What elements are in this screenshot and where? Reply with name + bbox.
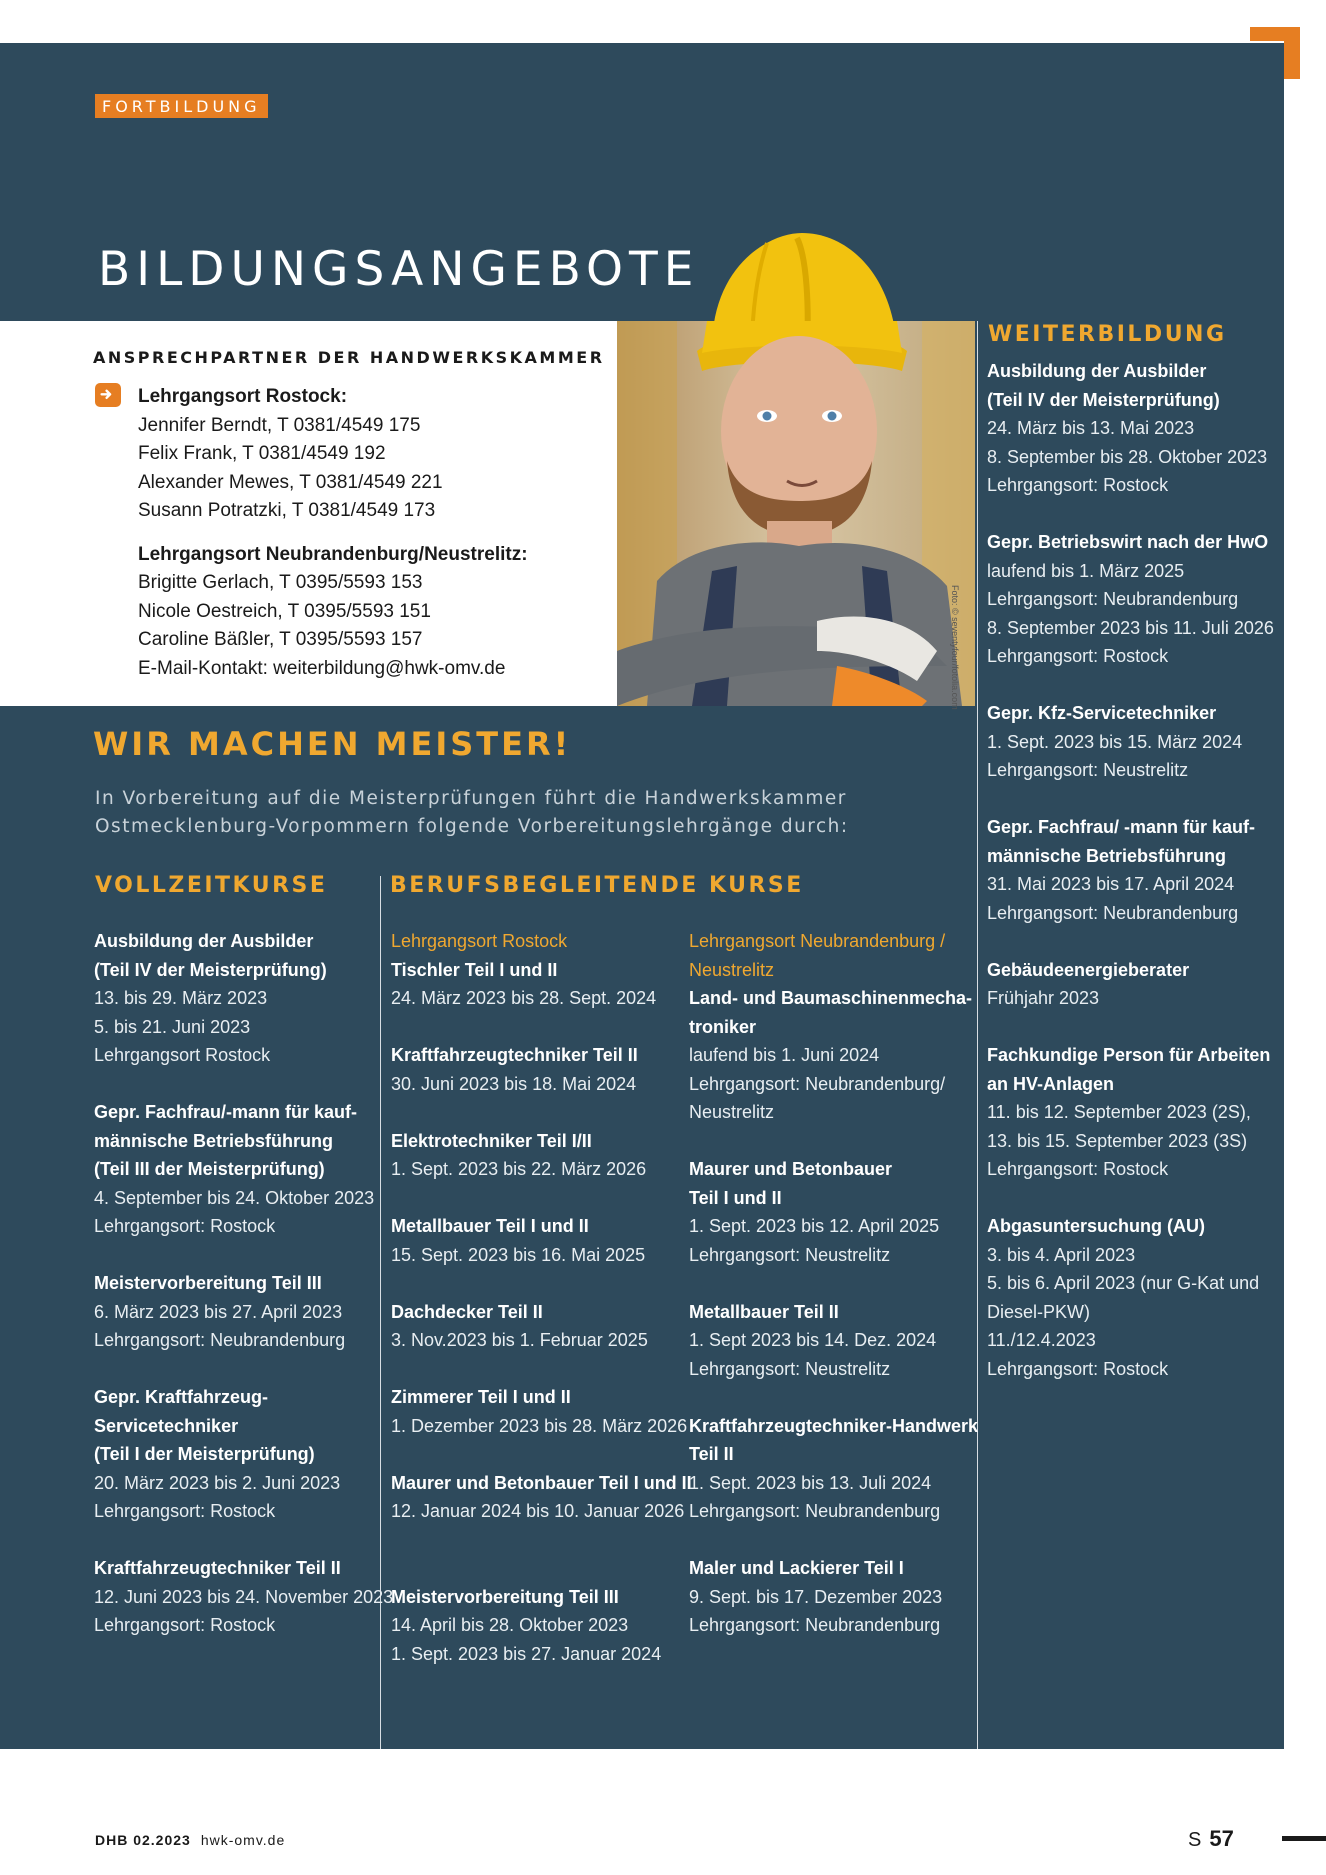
course-detail: Lehrgangsort: Rostock — [987, 646, 1169, 666]
course-detail: 9. Sept. bis 17. Dezember 2023 — [689, 1586, 943, 1607]
course-detail: 1. Sept. 2023 bis 27. Januar 2024 — [391, 1643, 662, 1664]
course-title: Gebäudeenergieberater — [987, 959, 1190, 980]
vollzeit-course-list — [94, 927, 393, 1640]
weiterbildung-course-list — [987, 357, 1274, 1383]
spacer — [391, 1184, 692, 1213]
course-detail: Lehrgangsort: Rostock — [987, 1159, 1169, 1179]
spacer — [689, 1526, 978, 1555]
course-detail: 24. März bis 13. Mai 2023 — [987, 418, 1195, 438]
arrow-right-icon — [95, 383, 121, 407]
course-title: Metallbauer Teil I und II — [391, 1216, 589, 1236]
course-title: Ausbildung der Ausbilder — [94, 931, 314, 951]
course-detail: 3. bis 4. April 2023 — [987, 1244, 1136, 1265]
course-title: Maurer und Betonbauer Teil I und II — [391, 1472, 692, 1493]
spacer — [391, 1526, 692, 1555]
course-detail: 15. Sept. 2023 bis 16. Mai 2025 — [391, 1244, 646, 1265]
course-title: Maurer und Betonbauer — [689, 1159, 893, 1179]
course-detail: 1. Sept. 2023 bis 22. März 2026 — [391, 1159, 647, 1179]
course-title: männische Betriebsführung — [94, 1130, 334, 1151]
corner-accent-vertical — [1284, 27, 1300, 79]
course-detail: 12. Juni 2023 bis 24. November 2023 — [94, 1586, 394, 1607]
course-title: Gepr. Fachfrau/-mann für kauf- — [94, 1102, 358, 1122]
course-detail: Lehrgangsort: Neubrandenburg/ — [689, 1073, 946, 1094]
course-title: Metallbauer Teil II — [689, 1301, 839, 1322]
course-detail: Lehrgangsort: Neubrandenburg — [987, 589, 1239, 609]
spacer — [391, 1013, 692, 1042]
section-title-meister: WIR MACHEN MEISTER! — [93, 725, 572, 763]
course-detail: 11. bis 12. September 2023 (2S), — [987, 1102, 1251, 1122]
course-detail: Alexander Mewes, T 0381/4549 221 — [138, 471, 443, 493]
course-detail: Lehrgangsort: Rostock — [94, 1216, 276, 1236]
page-headline: BILDUNGSANGEBOTE — [98, 242, 700, 297]
course-detail: Brigitte Gerlach, T 0395/5593 153 — [138, 572, 423, 593]
intro-text: In Vorbereitung auf die Meisterprüfungen führt die Handwerkskammer Ostmecklenburg-Vorpommern folgende Vorbereitungslehrgänge durch: — [95, 788, 849, 837]
location-heading: Lehrgangsort Neubrandenburg / — [689, 931, 946, 951]
course-detail: 31. Mai 2023 bis 17. April 2024 — [987, 874, 1235, 894]
course-title: Servicetechniker — [94, 1415, 239, 1436]
spacer — [391, 1554, 692, 1583]
course-detail: Lehrgangsort: Neubrandenburg — [689, 1615, 941, 1635]
course-detail: 1. Sept. 2023 bis 15. März 2024 — [987, 731, 1243, 752]
course-detail: 20. März 2023 bis 2. Juni 2023 — [94, 1472, 341, 1493]
course-detail: Lehrgangsort: Neustrelitz — [689, 1244, 891, 1265]
spacer — [689, 1269, 978, 1298]
course-detail: Lehrgangsort: Neubrandenburg — [987, 902, 1239, 923]
course-detail: 8. September bis 28. Oktober 2023 — [987, 446, 1268, 467]
course-detail: Lehrgangsort: Rostock — [94, 1615, 276, 1635]
course-title: Gepr. Kfz-Servicetechniker — [987, 703, 1217, 723]
course-detail: 13. bis 29. März 2023 — [94, 988, 268, 1008]
course-detail: Frühjahr 2023 — [987, 988, 1100, 1008]
course-detail: 13. bis 15. September 2023 (3S) — [987, 1130, 1248, 1151]
contact-list — [138, 383, 528, 683]
course-detail: laufend bis 1. März 2025 — [987, 560, 1185, 581]
website-link[interactable]: hwk-omv.de — [200, 1832, 286, 1848]
course-detail: Felix Frank, T 0381/4549 192 — [138, 443, 386, 464]
spacer — [94, 1355, 393, 1384]
course-title: Dachdecker Teil II — [391, 1301, 543, 1322]
spacer — [391, 1269, 692, 1298]
course-detail: Lehrgangsort Rostock — [94, 1045, 271, 1065]
course-detail: 1. Sept 2023 bis 14. Dez. 2024 — [689, 1330, 937, 1350]
course-title: (Teil IV der Meisterprüfung) — [94, 959, 327, 980]
spacer — [987, 927, 1274, 956]
heading-weiterbildung: WEITERBILDUNG — [988, 322, 1227, 347]
course-title: Kraftfahrzeugtechniker Teil II — [391, 1045, 638, 1065]
course-detail: 1. Sept. 2023 bis 12. April 2025 — [689, 1216, 940, 1236]
course-title: Tischler Teil I und II — [391, 959, 558, 980]
course-title: an HV-Anlagen — [987, 1073, 1115, 1094]
course-title: (Teil III der Meisterprüfung) — [94, 1159, 325, 1179]
spacer — [689, 1127, 978, 1156]
berufsbegleitend-rostock-list — [391, 927, 692, 1668]
heading-vollzeit: VOLLZEITKURSE — [95, 873, 328, 898]
spacer — [94, 1526, 393, 1555]
course-title: Abgasuntersuchung (AU) — [987, 1216, 1205, 1236]
spacer — [987, 1013, 1274, 1042]
spacer — [391, 1440, 692, 1469]
page-number: S 57 — [1188, 1826, 1234, 1851]
spacer — [987, 1184, 1274, 1213]
course-detail: 1. Dezember 2023 bis 28. März 2026 — [391, 1415, 688, 1436]
course-title: (Teil I der Meisterprüfung) — [94, 1444, 315, 1464]
course-detail: 30. Juni 2023 bis 18. Mai 2024 — [391, 1073, 637, 1094]
spacer — [987, 671, 1274, 700]
photo-credit: Foto: © seventyfour/fotolia.com — [950, 585, 960, 710]
course-title: Teil I und II — [689, 1187, 782, 1208]
spacer — [987, 500, 1274, 529]
course-title: Fachkundige Person für Arbeiten — [987, 1045, 1271, 1065]
course-detail: Lehrgangsort: Rostock — [987, 475, 1169, 495]
course-detail: 14. April bis 28. Oktober 2023 — [391, 1615, 629, 1635]
course-detail: 3. Nov.2023 bis 1. Februar 2025 — [391, 1330, 648, 1350]
course-title: Teil II — [689, 1444, 734, 1464]
course-detail: Lehrgangsort: Rostock — [94, 1501, 276, 1521]
spacer — [94, 1070, 393, 1099]
course-title: troniker — [689, 1016, 757, 1037]
course-detail: 5. bis 21. Juni 2023 — [94, 1016, 251, 1037]
course-detail: Caroline Bäßler, T 0395/5593 157 — [138, 629, 423, 650]
course-detail: 24. März 2023 bis 28. Sept. 2024 — [391, 988, 657, 1008]
course-detail: Lehrgangsort: Neubrandenburg — [689, 1501, 941, 1521]
course-title: Kraftfahrzeugtechniker Teil II — [94, 1558, 341, 1578]
course-detail: 6. März 2023 bis 27. April 2023 — [94, 1301, 343, 1322]
course-detail: 11./12.4.2023 — [987, 1330, 1096, 1350]
course-detail: Lehrgangsort: Neustrelitz — [689, 1358, 891, 1379]
course-detail: Nicole Oestreich, T 0395/5593 151 — [138, 600, 431, 622]
spacer — [138, 526, 528, 541]
course-title: Maler und Lackierer Teil I — [689, 1558, 904, 1578]
course-title: Meistervorbereitung Teil III — [391, 1586, 619, 1607]
course-title: Land- und Baumaschinenmecha- — [689, 988, 973, 1008]
course-detail: Lehrgangsort: Neustrelitz — [987, 760, 1189, 780]
spacer — [689, 1383, 978, 1412]
course-detail: 5. bis 6. April 2023 (nur G-Kat und — [987, 1273, 1260, 1293]
course-detail: Susann Potratzki, T 0381/4549 173 — [138, 500, 436, 521]
course-title: Zimmerer Teil I und II — [391, 1387, 571, 1407]
course-title: Lehrgangsort Rostock: — [138, 386, 348, 407]
course-detail: laufend bis 1. Juni 2024 — [689, 1045, 880, 1065]
section-tag: FORTBILDUNG — [95, 94, 268, 118]
footer-source — [95, 1832, 285, 1848]
course-title: Gepr. Fachfrau/ -mann für kauf- — [987, 817, 1256, 837]
course-detail: 12. Januar 2024 bis 10. Januar 2026 — [391, 1501, 685, 1521]
spacer — [94, 1241, 393, 1270]
course-detail: 8. September 2023 bis 11. Juli 2026 — [987, 617, 1274, 638]
course-detail: Neustrelitz — [689, 1102, 775, 1122]
location-heading: Neustrelitz — [689, 959, 775, 980]
footer-rule — [1282, 1836, 1326, 1841]
course-title: Elektrotechniker Teil I/II — [391, 1130, 592, 1151]
magazine-issue: DHB 02.2023 — [95, 1832, 191, 1848]
course-detail: Lehrgangsort: Rostock — [987, 1358, 1169, 1379]
course-title: Lehrgangsort Neubrandenburg/Neustrelitz: — [138, 543, 528, 565]
course-detail: 4. September bis 24. Oktober 2023 — [94, 1187, 375, 1208]
spacer — [391, 1098, 692, 1127]
course-detail: 1. Sept. 2023 bis 13. Juli 2024 — [689, 1472, 932, 1493]
worker-photo — [617, 321, 975, 706]
heading-berufsbegleitend: BERUFSBEGLEITENDE KURSE — [390, 873, 804, 898]
location-heading: Lehrgangsort Rostock — [391, 931, 568, 951]
course-title: Meistervorbereitung Teil III — [94, 1273, 322, 1293]
course-detail: E-Mail-Kontakt: weiterbildung@hwk-omv.de — [138, 657, 506, 679]
course-title: Gepr. Kraftfahrzeug- — [94, 1387, 269, 1407]
course-title: männische Betriebsführung — [987, 845, 1227, 866]
course-detail: Diesel-PKW) — [987, 1301, 1091, 1322]
course-title: Gepr. Betriebswirt nach der HwO — [987, 532, 1269, 552]
spacer — [391, 1355, 692, 1384]
berufsbegleitend-neubrandenburg-list — [689, 927, 978, 1640]
course-detail: Lehrgangsort: Neubrandenburg — [94, 1330, 346, 1350]
contact-title: ANSPRECHPARTNER DER HANDWERKSKAMMER — [93, 348, 605, 367]
course-title: Ausbildung der Ausbilder — [987, 361, 1207, 381]
spacer — [987, 785, 1274, 814]
course-title: Kraftfahrzeugtechniker-Handwerk — [689, 1415, 979, 1436]
course-title: (Teil IV der Meisterprüfung) — [987, 389, 1220, 410]
course-detail: Jennifer Berndt, T 0381/4549 175 — [138, 414, 421, 436]
